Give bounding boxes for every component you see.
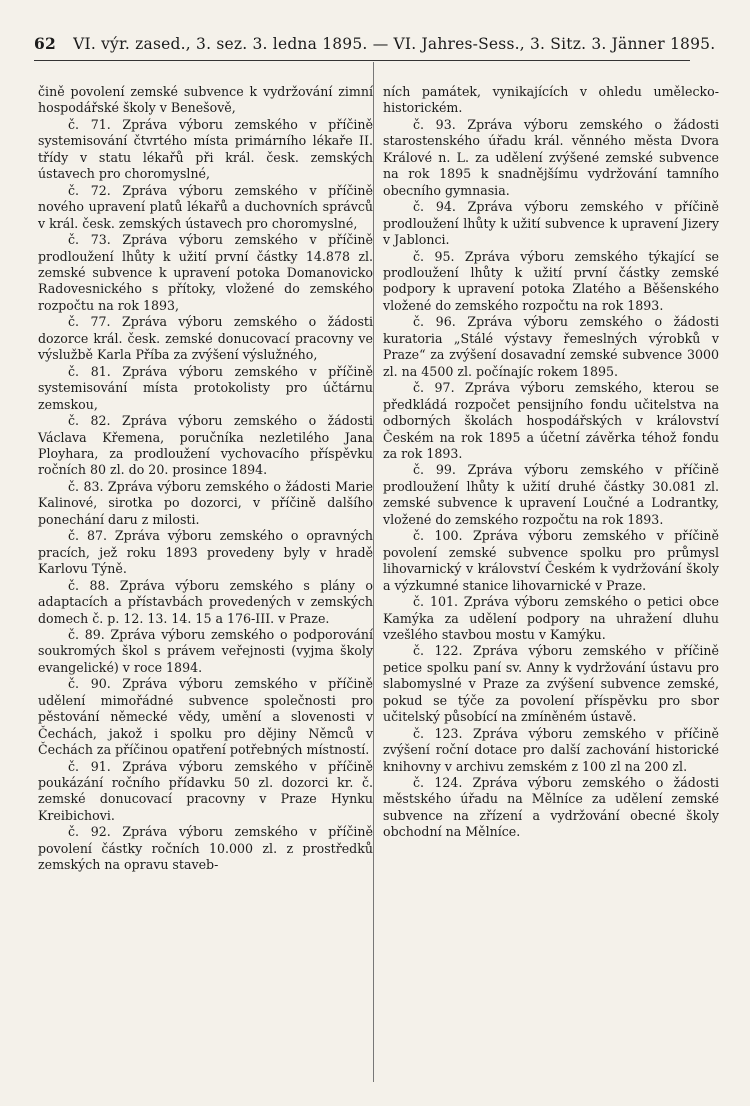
report-entry: č. 96. Zpráva výboru zemského o žádosti kuratoria „Stálé výstavy řemeslných výrobků v Praze“ za zvýšení dosavadní zemské subvence 3000 zl. na 4500 zl. počínajíc rokem 1895. <box>383 314 719 379</box>
report-entry: čině povolení zemské subvence k vydržování zimní hospodářské školy v Benešově, <box>38 84 373 116</box>
report-entry: č. 88. Zpráva výboru zemského s plány o adaptacích a přístavbách provedených v zemských domech č. p. 12. 13. 14. 15 a 176-III. v Praze. <box>38 577 373 626</box>
report-entry: ních památek, vynikajících v ohledu umělecko-historickém. <box>383 84 719 116</box>
report-entry: č. 83. Zpráva výboru zemského o žádosti Marie Kalinové, sirotka po dozorci, v příčině dalšího ponechání daru z milosti. <box>38 478 373 527</box>
report-entry: č. 91. Zpráva výboru zemského v příčině poukázání ročního přídavku 50 zl. dozorci kr. č. zemské donucovací pracovny v Praze Hynku Kreibichovi. <box>38 758 373 823</box>
report-entry: č. 82. Zpráva výboru zemského o žádosti Václava Křemena, poručníka nezletilého Jana Ployhara, za prodloužení vychovacího příspěvku ročních 80 zl. do 20. prosince 1894. <box>38 413 373 478</box>
running-header <box>34 34 716 60</box>
report-entry: č. 99. Zpráva výboru zemského v příčině prodloužení lhůty k užití druhé částky 30.081 zl. zemské subvence k upravení Loučné a Lodrantky, vložené do zemského rozpočtu na rok 1893. <box>383 462 719 527</box>
report-entry: č. 97. Zpráva výboru zemského, kterou se předkládá rozpočet pensijního fondu učitelstva na odborných školách hospodářských v království Českém na rok 1895 a účetní závěrka téhož fondu za rok 1893. <box>383 380 719 461</box>
report-entry: č. 87. Zpráva výboru zemského o opravných pracích, jež roku 1893 provedeny byly v hradě Karlovu Týně. <box>38 528 373 577</box>
report-entry: č. 123. Zpráva výboru zemského v příčině zvýšení roční dotace pro další zachování historické knihovny v archivu zemském z 100 zl na 200 zl. <box>383 725 719 774</box>
column-divider <box>373 62 374 1082</box>
report-entry: č. 92. Zpráva výboru zemského v příčině povolení částky ročních 10.000 zl. z prostředků zemských na opravu staveb- <box>38 824 373 873</box>
report-entry: č. 89. Zpráva výboru zemského o podporování soukromých škol s právem veřejnosti (vyjma školy evangelické) v roce 1894. <box>38 626 373 675</box>
header-text: VI. výr. zased., 3. sez. 3. ledna 1895. — VI. Jahres-Sess., 3. Sitz. 3. Jänner 1895. <box>73 35 716 53</box>
report-entry: č. 93. Zpráva výboru zemského o žádosti starostenského úřadu král. věnného města Dvora Králové n. L. za udělení zvýšené zemské subvence na rok 1895 k snadnějšímu vydržování tamního obecního gymnasia. <box>383 116 719 198</box>
report-entry: č. 100. Zpráva výboru zemského v příčině povolení zemské subvence spolku pro průmysl lihovarnický v království Českém k vydržování školy a výzkumné stanice lihovarnické v Praze. <box>383 528 719 593</box>
report-entry: č. 101. Zpráva výboru zemského o petici obce Kamýka za udělení podpory na uhražení dluhu vzešlého stavbou mostu v Kamýku. <box>383 594 719 642</box>
report-entry: č. 95. Zpráva výboru zemského týkající se prodloužení lhůty k užití první částky zemské podpory k upravení potoka Zlatého a Běšenského vložené do zemského rozpočtu na rok 1893. <box>383 248 719 313</box>
right-column <box>383 84 719 841</box>
report-entry: č. 73. Zpráva výboru zemského v příčině prodloužení lhůty k užití první částky 14.878 zl. zemské subvence k upravení potoka Domanovicko Radovesnického s přítoky, vložené do zemského rozpočtu na rok 1893, <box>38 232 373 313</box>
report-entry: č. 122. Zpráva výboru zemského v příčině petice spolku paní sv. Anny k vydržování ústavu pro slabomyslné v Praze za zvýšení subvence zemské, pokud se týče za povolení příspěvku pro sbor učitelský působící na zmíněném ústavě. <box>383 643 719 725</box>
page-number: 62 <box>34 34 56 53</box>
report-entry: č. 71. Zpráva výboru zemského v příčině systemisování čtvrtého místa primárního lékaře II. třídy v statu lékařů při král. česk. zemských ústavech pro choromyslné, <box>38 116 373 182</box>
report-entry: č. 72. Zpráva výboru zemského v příčině nového upravení platů lékařů a duchovních správců v král. česk. zemských ústavech pro choromyslné, <box>38 182 373 231</box>
report-entry: č. 81. Zpráva výboru zemského v příčině systemisování místa protokolisty pro účtárnu zemskou, <box>38 363 373 412</box>
report-entry: č. 124. Zpráva výboru zemského o žádosti městského úřadu na Mělníce za udělení zemské subvence na zřízení a vydržování obecné školy obchodní na Mělníce. <box>383 775 719 840</box>
report-entry: č. 94. Zpráva výboru zemského v příčině prodloužení lhůty k užití subvence k upravení Jizery v Jablonci. <box>383 199 719 248</box>
left-column <box>38 84 373 874</box>
report-entry: č. 90. Zpráva výboru zemského v příčině udělení mimořádné subvence společnosti pro pěstování německé vědy, umění a slovenosti v Čechách, jakož i spolku pro dějiny Němců v Čechách za příčinou opatření potřebných místností. <box>38 676 373 758</box>
report-entry: č. 77. Zpráva výboru zemského o žádosti dozorce král. česk. zemské donucovací pracovny ve výslužbě Karla Příba za zvýšení výslužného, <box>38 314 373 363</box>
header-rule <box>34 60 690 61</box>
